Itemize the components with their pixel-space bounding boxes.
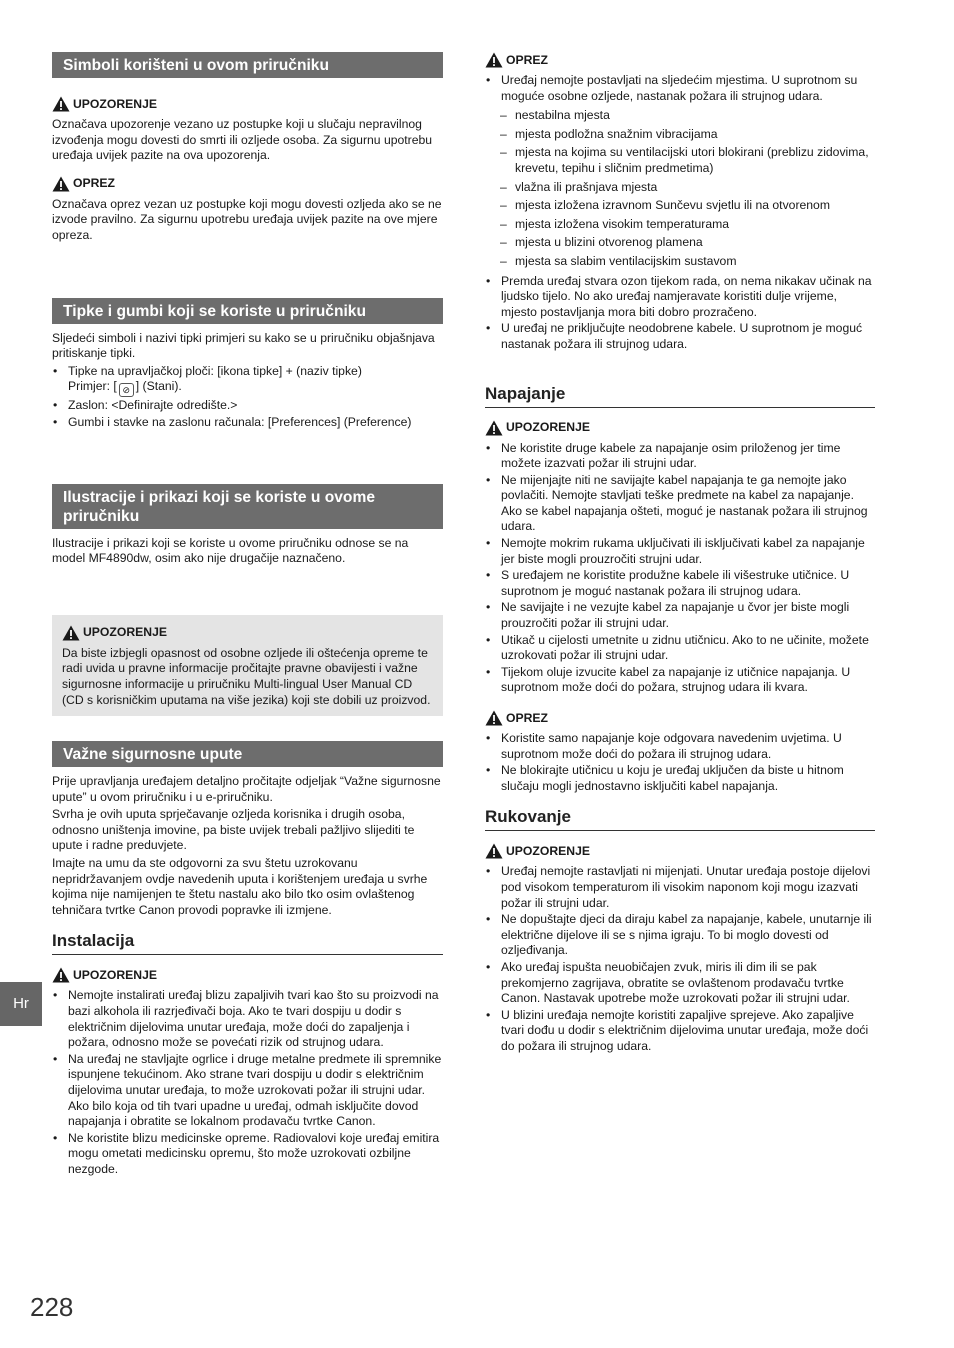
list-item: • Gumbi i stavke na zaslonu računala: [Preferences] (Preference) bbox=[52, 415, 443, 431]
dash-item: – mjesta u blizini otvorenog plamena bbox=[485, 235, 875, 251]
oprez-list bbox=[485, 73, 875, 353]
right-column bbox=[485, 52, 875, 1056]
list-item: • S uređajem ne koristite produžne kabele ili višestruke utičnice. U suprotnom je moguć nastanak požara ili strujnog udara. bbox=[485, 568, 875, 599]
list-item: • Ne dopuštajte djeci da diraju kabel za napajanje, kabele, unutarnje ili električne dijelove ili se s njima igraju. To bi moglo dovesti od ozljeđivanja. bbox=[485, 912, 875, 959]
list-item bbox=[52, 364, 443, 398]
rukovanje-list bbox=[485, 864, 875, 1054]
warning-icon bbox=[52, 967, 70, 983]
list-item: • Nemojte mokrim rukama uključivati ili isključivati kabel za napajanje jer biste mogli prouzročiti strujni udar. bbox=[485, 536, 875, 567]
warning-notice-box bbox=[52, 615, 443, 716]
napajanje-warning-list bbox=[485, 441, 875, 697]
warning-label: UPOZORENJE bbox=[506, 843, 590, 858]
ilustracije-text: Ilustracije i prikazi koji se koriste u ovome priručniku odnose se na model MF4890dw, osim ako nije drugačije naznačeno. bbox=[52, 535, 409, 566]
dash-item: – vlažna ili prašnjava mjesta bbox=[485, 180, 875, 196]
list-item: • Ako uređaj ispušta neuobičajen zvuk, miris ili dim ili se pak prekomjerno zagrijava, obratite se ovlaštenom prodavaču tvrtke Canon. Nastavak upotrebe može uzrokovati požar ili strujni udar. bbox=[485, 960, 875, 1007]
warning-heading bbox=[62, 625, 433, 641]
vazne-p3: Imajte na umu da ste odgovorni za svu štetu uzrokovanu nepridržavanjem ovdje navedenih uputa i korištenjem uređaja u svrhe kojima nije namijenjen te štetu nastalu ako bilo tko osim ovlaštenog tehničara tvrtke Canon provodi popravke ili izmjene. bbox=[52, 856, 428, 917]
dash-item: – mjesta sa slabim ventilacijskim sustavom bbox=[485, 254, 875, 270]
list-item: • Ne blokirajte utičnicu u koju je uređaj uključen da biste u hitnom slučaju mogli jednostavno isključiti kabel napajanja. bbox=[485, 763, 875, 794]
list-item bbox=[52, 1052, 443, 1130]
list-item: • Ne mijenjajte niti ne savijajte kabel napajanja te ga nemojte jako povlačiti. Nemojte stavljati teške predmete na kabel za napajanje. Ako se kabel napajanja ošteti, moguć je nastanak požara ili strujnog udara. bbox=[485, 473, 875, 535]
list-item: • Zaslon: <Definirajte odredište.> bbox=[52, 398, 443, 414]
language-tab: Hr bbox=[0, 982, 42, 1026]
list-item-extra: Ako bilo koja od tih tvari upadne u uređaj, odmah isključite dovod napajanja i obratite se lokalnom prodavaču tvrtke Canon. bbox=[68, 1098, 419, 1129]
warning-icon bbox=[485, 843, 503, 859]
page-number: 228 bbox=[30, 1292, 74, 1322]
section-title-rukovanje: Rukovanje bbox=[485, 806, 875, 831]
example-prefix: Primjer: [ bbox=[68, 379, 117, 394]
list-item: • Tijekom oluje izvucite kabel za napajanje iz utičnice napajanja. U suprotnom može doći do požara, strujnog udara ili kvara. bbox=[485, 665, 875, 696]
greybox-text: Da biste izbjegli opasnost od osobne ozljede ili oštećenja opreme te radi uvida u pravne informacije pročitajte pravne obavijesti i važne sigurnosne informacije u priručniku Multi-lingual User Manual CD (CD s korisničkim uputama na više jezika) koji ste dobili uz proizvod. bbox=[62, 645, 431, 707]
dash-item: – mjesta podložna snažnim vibracijama bbox=[485, 127, 875, 143]
caution-icon bbox=[485, 52, 503, 68]
list-item: • Premda uređaj stvara ozon tijekom rada, on nema nikakav učinak na ljudsko tijelo. No ako uređaj namjeravate koristiti dulje vrijeme, mjesto postavljanja mora biti dobro prozračeno. bbox=[485, 274, 875, 321]
list-item: • Ne savijajte i ne vezujte kabel za napajanje u čvor jer biste mogli prouzročiti požar ili strujni udar. bbox=[485, 600, 875, 631]
warning-label: UPOZORENJE bbox=[73, 967, 157, 982]
section-title-ilustracije: Ilustracije i prikazi koji se koriste u ovome priručniku bbox=[52, 484, 443, 529]
tipke-intro: Sljedeći simboli i nazivi tipki primjeri su kako se u priručniku objašnjava pritiskanje tipki. bbox=[52, 330, 435, 361]
dash-item: – nestabilna mjesta bbox=[485, 108, 875, 124]
list-item: • Koristite samo napajanje koje odgovara navedenim uvjetima. U suprotnom može doći do požara ili strujnog udara. bbox=[485, 731, 875, 762]
list-item: • Uređaj nemojte rastavljati ni mijenjati. Unutar uređaja postoje dijelovi pod visokom temperaturom ili visokim naponom koji mogu izazvati požar ili strujni udar. bbox=[485, 864, 875, 911]
caution-icon bbox=[52, 176, 70, 192]
warning-heading bbox=[52, 96, 443, 112]
location-list bbox=[485, 108, 875, 269]
list-item bbox=[485, 73, 875, 270]
section-title-napajanje: Napajanje bbox=[485, 383, 875, 408]
caution-heading bbox=[485, 710, 875, 726]
warning-heading bbox=[485, 420, 875, 436]
left-column bbox=[52, 52, 443, 1179]
warning-heading bbox=[52, 967, 443, 983]
example-suffix: ] (Stani). bbox=[135, 379, 182, 394]
list-item: • Ne koristite druge kabele za napajanje osim priloženog jer time možete izazvati požar ili strujni udar. bbox=[485, 441, 875, 472]
section-title-tipke: Tipke i gumbi koji se koriste u priručniku bbox=[52, 298, 443, 324]
warning-description: Označava upozorenje vezano uz postupke koji u slučaju nepravilnog izvođenja mogu dovesti do smrti ili ozljede osoba. Za sigurnu upotrebu uređaja uvijek pazite na ova upozorenja. bbox=[52, 117, 433, 163]
list-item: • U blizini uređaja nemojte koristiti zapaljive sprejeve. Ako zapaljive tvari dođu u dodir s električnim dijelovima unutar uređaja, može doći do požara ili strujnog udara. bbox=[485, 1008, 875, 1055]
dash-item: – mjesta izložena visokim temperaturama bbox=[485, 217, 875, 233]
warning-label: UPOZORENJE bbox=[506, 420, 590, 434]
list-item: • Ne koristite blizu medicinske opreme. Radiovalovi koje uređaj emitira mogu ometati medicinsku opremu, što može uzrokovati ozbiljne nezgode. bbox=[52, 1131, 443, 1178]
section-title-instalacija: Instalacija bbox=[52, 930, 443, 955]
warning-label: UPOZORENJE bbox=[73, 96, 157, 111]
warning-icon bbox=[62, 625, 80, 641]
vazne-p2: Svrha je ovih uputa sprječavanje ozljeda korisnika i drugih osoba, odnosno uništenja imovine, pa biste uvijek trebali pažljivo slijediti te upute i radne preduvjete. bbox=[52, 807, 415, 853]
section-title-vazne: Važne sigurnosne upute bbox=[52, 741, 443, 767]
tipke-item-text: Tipke na upravljačkoj ploči: [ikona tipke] + (naziv tipke) bbox=[68, 363, 362, 378]
list-item: • Nemojte instalirati uređaj blizu zapaljivih tvari kao što su proizvodi na bazi alkohola ili razrjeđivači boja. Ako te tvari dospiju u dodir s električnim dijelovima unutar uređaja, može doći do zapaljenja i požara, odnosno može se povećati rizik od strujnog udara. bbox=[52, 988, 443, 1050]
instalacija-list bbox=[52, 988, 443, 1177]
dash-item: – mjesta na kojima su ventilacijski utori blokirani (preblizu zidovima, krevetu, tepihu i sličnim predmetima) bbox=[485, 145, 875, 176]
warning-heading bbox=[485, 843, 875, 859]
dash-item: – mjesta izložena izravnom Sunčevu svjetlu ili na otvorenom bbox=[485, 198, 875, 214]
caution-description: Označava oprez vezan uz postupke koji mogu dovesti ozljeda ako se ne izvode pravilno. Za sigurnu upotrebu uređaja uvijek pazite na ove mjere opreza. bbox=[52, 196, 442, 242]
caution-heading bbox=[485, 52, 875, 68]
caution-label: OPREZ bbox=[506, 710, 548, 725]
warning-icon bbox=[52, 96, 70, 112]
caution-label: OPREZ bbox=[73, 176, 115, 191]
vazne-p1: Prije upravljanja uređajem detaljno pročitajte odjeljak “Važne sigurnosne upute” u ovom priručniku i u e-priručniku. bbox=[52, 774, 441, 804]
list-item-text: Uređaj nemojte postavljati na sljedećim mjestima. U suprotnom su moguće osobne ozljede, nastanak požara ili strujnog udara. bbox=[501, 73, 858, 103]
list-item-text: Na uređaj ne stavljajte ogrlice i druge metalne predmete ili spremnike ispunjene tekućinom. Ako strane tvari dospiju u dodir s električnim dijelovima unutar uređaja, to može uzrokovati požar ili strujni udar. bbox=[68, 1051, 442, 1097]
warning-label: UPOZORENJE bbox=[83, 625, 167, 640]
caution-heading bbox=[52, 176, 443, 192]
warning-icon bbox=[485, 420, 503, 436]
napajanje-caution-list bbox=[485, 731, 875, 794]
list-item: • Utikač u cijelosti umetnite u zidnu utičnicu. Ako to ne učinite, možete uzrokovati požar ili strujni udar. bbox=[485, 633, 875, 664]
list-item: • U uređaj ne priključujte neodobrene kabele. U suprotnom je moguć nastanak požara ili strujnog udara. bbox=[485, 321, 875, 352]
tipke-list bbox=[52, 364, 443, 431]
caution-icon bbox=[485, 710, 503, 726]
caution-label: OPREZ bbox=[506, 52, 548, 67]
section-title-simboli: Simboli korišteni u ovom priručniku bbox=[52, 52, 443, 78]
stop-key-icon: ⊘ bbox=[119, 383, 134, 397]
